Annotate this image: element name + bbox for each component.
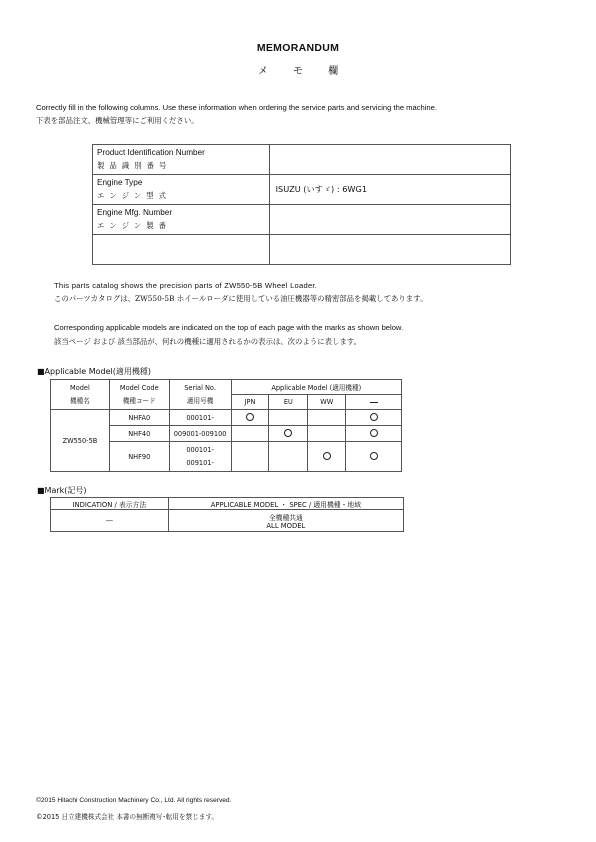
- engine-type-label-en: Engine Type: [97, 178, 143, 187]
- mark-cell: [231, 442, 269, 472]
- header-model-ja: 機種名: [70, 397, 90, 405]
- blank-label-cell: [93, 235, 270, 265]
- intro-english: Correctly fill in the following columns. Use these information when ordering the service parts and servicing the machine.: [36, 103, 437, 112]
- product-id-value[interactable]: [269, 145, 510, 175]
- product-id-label-en: Product Identification Number: [97, 148, 205, 157]
- header-code: [109, 380, 169, 410]
- engine-mfg-label-en: Engine Mfg. Number: [97, 208, 173, 217]
- circle-mark-icon: [370, 413, 378, 421]
- product-id-label-ja: 製品識別番号: [97, 161, 172, 170]
- header-serial-ja: 適用号機: [186, 397, 214, 405]
- model-code-cell: NHFA0: [109, 410, 169, 426]
- header-region-ww: WW: [308, 395, 346, 410]
- copyright-japanese: ©2015 日立建機株式会社 本書の無断複写･転用を禁じます。: [36, 813, 218, 821]
- engine-type-label-cell: [93, 175, 270, 205]
- model-code-cell: NHF90: [109, 442, 169, 472]
- mark-table: [50, 497, 404, 532]
- table-row: [51, 510, 404, 532]
- mark-cell: [308, 410, 346, 426]
- models-english: Corresponding applicable models are indicated on the top of each page with the marks as shown below.: [54, 323, 404, 332]
- mark-cell: [231, 410, 269, 426]
- mark-heading: ■Mark(記号): [37, 486, 87, 495]
- serial-cell: [169, 442, 231, 472]
- header-model: [51, 380, 110, 410]
- header-region-jpn: JPN: [231, 395, 269, 410]
- mark-cell: [308, 442, 346, 472]
- page-subtitle: メ モ 欄: [257, 66, 339, 77]
- page-title: MEMORANDUM: [256, 42, 340, 54]
- table-header-row: [51, 498, 404, 510]
- serial-start: 009101-: [186, 459, 214, 467]
- applies-cell: [168, 510, 403, 532]
- mark-cell: [346, 426, 402, 442]
- table-row: [93, 145, 511, 175]
- dash-icon: [370, 402, 378, 403]
- model-code-cell: NHF40: [109, 426, 169, 442]
- circle-mark-icon: [370, 452, 378, 460]
- serial-cell: 009001-009100: [169, 426, 231, 442]
- blank-value-cell[interactable]: [269, 235, 510, 265]
- table-row: [51, 410, 402, 426]
- catalog-english: This parts catalog shows the precision parts of ZW550-5B Wheel Loader.: [54, 281, 318, 290]
- header-region-other: [346, 395, 402, 410]
- circle-mark-icon: [246, 413, 254, 421]
- mark-cell: [269, 442, 308, 472]
- table-row: [93, 235, 511, 265]
- mark-cell: [269, 426, 308, 442]
- engine-type-value[interactable]: ISUZU (いすゞ) : 6WG1: [269, 175, 510, 205]
- serial-cell: 000101-: [169, 410, 231, 426]
- circle-mark-icon: [284, 429, 292, 437]
- circle-mark-icon: [370, 429, 378, 437]
- mark-cell: [308, 426, 346, 442]
- intro-japanese: 下表を部品注文、機械管理等にご利用ください。: [36, 116, 199, 125]
- circle-mark-icon: [323, 452, 331, 460]
- header-serial-en: Serial No.: [184, 384, 216, 392]
- mark-cell: [269, 410, 308, 426]
- copyright-english: ©2015 Hitachi Construction Machinery Co., Ltd. All rights reserved.: [36, 797, 232, 804]
- engine-mfg-label-ja: エンジン製番: [97, 221, 171, 230]
- header-code-ja: 機種コード: [122, 397, 156, 405]
- model-cell: ZW550-5B: [51, 410, 110, 472]
- header-code-en: Model Code: [119, 384, 159, 392]
- catalog-japanese: このパーツカタログは、ZW550-5B ホイールローダに使用している油圧機器等の精密部品を掲載してあります。: [54, 294, 428, 303]
- identification-table: [92, 144, 511, 265]
- product-id-label-cell: [93, 145, 270, 175]
- header-serial: [169, 380, 231, 410]
- mark-header-indication: INDICATION / 表示方法: [51, 498, 169, 510]
- mark-cell: [346, 442, 402, 472]
- engine-mfg-value[interactable]: [269, 205, 510, 235]
- engine-mfg-label-cell: [93, 205, 270, 235]
- table-row: [93, 175, 511, 205]
- models-japanese: 該当ページ および 該当部品が、何れの機種に適用されるかの表示は、次のように表します。: [54, 337, 361, 346]
- table-header-row: [51, 380, 402, 395]
- mark-cell: [231, 426, 269, 442]
- indication-cell: ―: [51, 510, 169, 532]
- header-applicable: Applicable Model (適用機種): [231, 380, 401, 395]
- applicable-model-heading: ■Applicable Model(適用機種): [37, 367, 151, 376]
- mark-header-applicable: APPLICABLE MODEL ・ SPEC / 適用機種・地域: [168, 498, 403, 510]
- serial-start: 000101-: [186, 446, 214, 454]
- mark-cell: [346, 410, 402, 426]
- header-region-eu: EU: [269, 395, 308, 410]
- applies-ja: 全機種共通: [268, 513, 303, 522]
- header-model-en: Model: [70, 384, 90, 392]
- applicable-model-table: [50, 379, 402, 472]
- applies-en: ALL MODEL: [266, 521, 306, 530]
- engine-type-label-ja: エンジン型式: [97, 191, 171, 200]
- table-row: [93, 205, 511, 235]
